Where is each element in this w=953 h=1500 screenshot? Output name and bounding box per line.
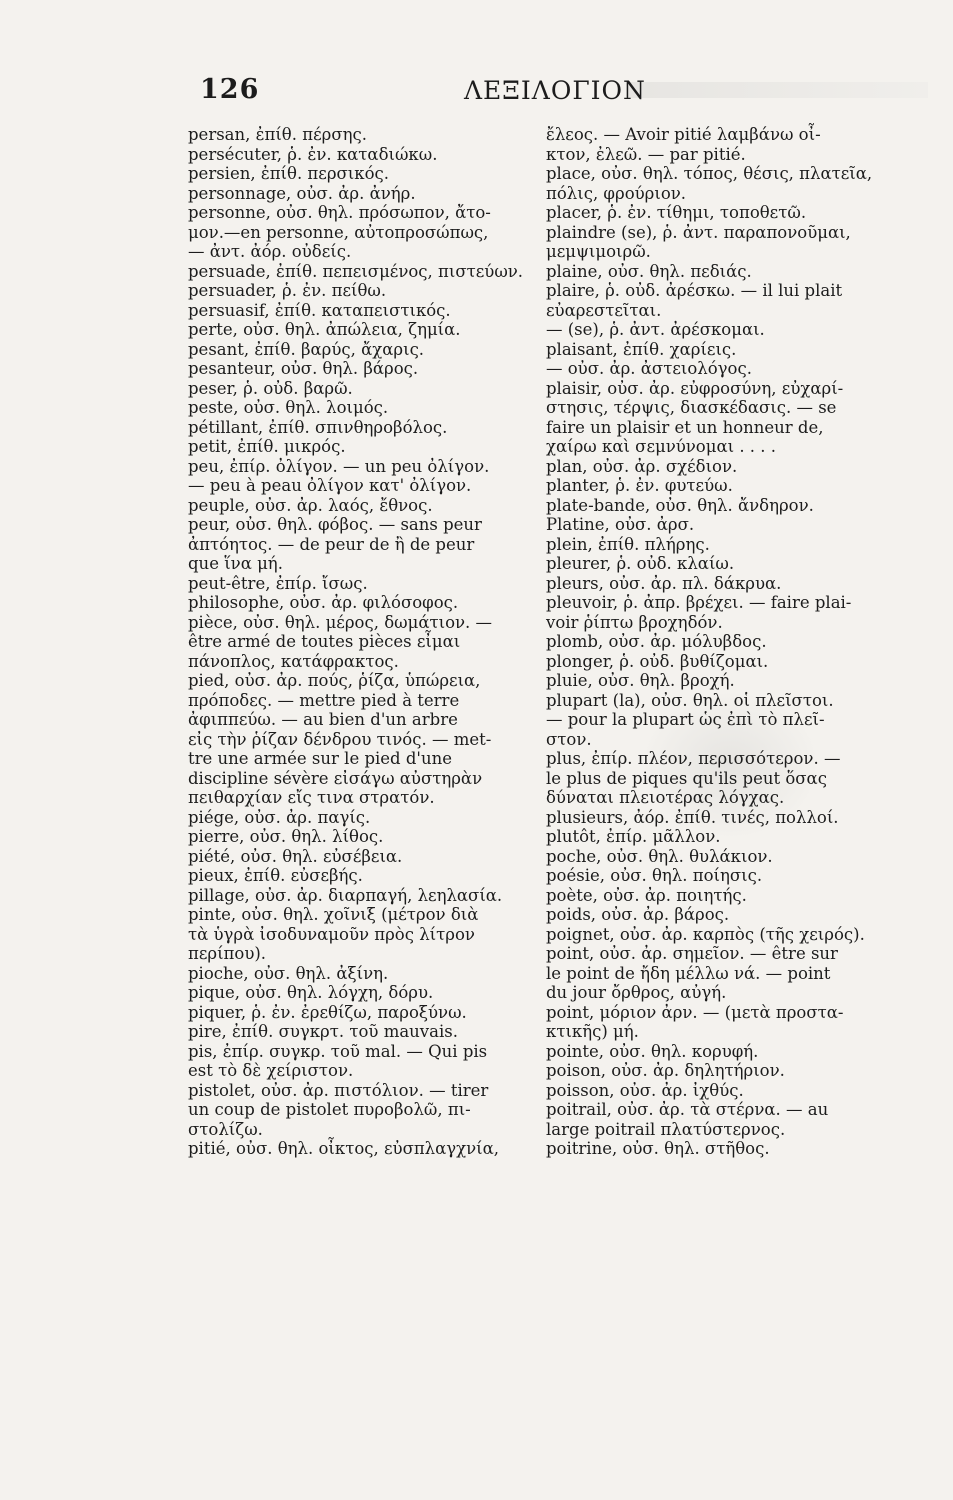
entry-line: μον.—en personne, αὐτοπροσώπως,: [188, 222, 489, 242]
entry-line: large poitrail πλατύστερνος.: [546, 1119, 786, 1139]
dictionary-entry: [546, 1042, 882, 1062]
entry-line: peur, οὐσ. θηλ. φόβος. — sans peur: [188, 515, 482, 534]
entry-line: pointe, οὐσ. θηλ. κορυφή.: [546, 1041, 759, 1061]
entry-line: du jour ὄρθρος, αὐγή.: [546, 983, 727, 1002]
dictionary-entry: [188, 866, 526, 886]
entry-line: le plus de piques qu'ils peut ὅσας: [546, 768, 827, 788]
entry-line: place, οὐσ. θηλ. τόπος, θέσις, πλατεῖα,: [546, 164, 873, 183]
entry-line: plonger, ῥ. οὐδ. βυθίζομαι.: [546, 651, 769, 671]
entry-line: persécuter, ῥ. ἐν. καταδιώκω.: [188, 144, 438, 164]
dictionary-entry: [546, 320, 882, 340]
entry-line: perte, οὐσ. θηλ. ἀπώλεια, ζημία.: [188, 320, 461, 339]
entry-line: plomb, οὐσ. ἀρ. μόλυβδος.: [546, 632, 767, 651]
dictionary-entry: [546, 457, 882, 477]
entry-line: pierre, οὐσ. θηλ. λίθος.: [188, 827, 384, 846]
entry-line: pleurs, οὐσ. ἀρ. πλ. δάκρυα.: [546, 573, 782, 593]
entry-line: peut-être, ἐπίρ. ἴσως.: [188, 573, 368, 593]
entry-line: faire un plaisir et un honneur de,: [546, 417, 824, 437]
dictionary-entry: [188, 983, 526, 1003]
entry-line: persuasif, ἐπίθ. καταπειστικός.: [188, 300, 451, 320]
entry-line: peste, οὐσ. θηλ. λοιμός.: [188, 398, 389, 417]
dictionary-entry: [546, 944, 882, 1003]
dictionary-entry: [188, 262, 526, 282]
entry-line: philosophe, οὐσ. ἀρ. φιλόσοφος.: [188, 593, 459, 612]
dictionary-entry: [546, 203, 882, 223]
dictionary-entry: [546, 847, 882, 867]
dictionary-entry: [546, 652, 882, 672]
entry-line: pioche, οὐσ. θηλ. ἀξίνη.: [188, 963, 389, 983]
entry-line: plan, οὐσ. ἀρ. σχέδιον.: [546, 456, 738, 476]
entry-line: pieux, ἐπίθ. εὐσεβής.: [188, 866, 363, 885]
dictionary-entry: [546, 476, 882, 496]
dictionary-entry: [546, 632, 882, 652]
entry-line: planter, ῥ. ἐν. φυτεύω.: [546, 476, 733, 495]
dictionary-entry: [546, 1081, 882, 1101]
dictionary-entry: [546, 574, 882, 594]
dictionary-entry: [188, 340, 526, 360]
dictionary-entry: [188, 1022, 526, 1042]
entry-line: plaindre (se), ῥ. ἀντ. παραπονοῦμαι,: [546, 222, 851, 242]
dictionary-entry: [188, 184, 526, 204]
entry-line: pinte, οὐσ. θηλ. χοῖνιξ (μέτρον διὰ: [188, 905, 479, 924]
dictionary-entry: [188, 1081, 526, 1140]
entry-line: poids, οὐσ. ἀρ. βάρος.: [546, 905, 730, 924]
dictionary-entry: [188, 359, 526, 379]
dictionary-entry: [546, 1061, 882, 1081]
dictionary-entry: [546, 749, 882, 808]
entry-line: peuple, οὐσ. ἀρ. λαός, ἔθνος.: [188, 495, 433, 515]
dictionary-entry: [546, 886, 882, 906]
entry-line: pistolet, οὐσ. ἀρ. πιστόλιον. — tirer: [188, 1080, 489, 1100]
dictionary-entry: [188, 1139, 526, 1159]
dictionary-entry: [188, 671, 526, 808]
entry-line: pitié, οὐσ. θηλ. οἶκτος, εὐσπλαγχνία,: [188, 1139, 500, 1158]
dictionary-entry: [188, 1003, 526, 1023]
entry-line: poitrail, οὐσ. ἀρ. τὰ στέρνα. — au: [546, 1100, 829, 1119]
dictionary-entry: [188, 203, 526, 262]
entry-line: πρόποδες. — mettre pied à terre: [188, 690, 460, 710]
entry-line: peser, ῥ. οὐδ. βαρῶ.: [188, 378, 353, 398]
entry-line: piquer, ῥ. ἐν. ἐρεθίζω, παροξύνω.: [188, 1002, 467, 1022]
dictionary-entry: [546, 1003, 882, 1042]
entry-line: μεμψιμοιρῶ.: [546, 242, 651, 261]
entry-line: persan, ἐπίθ. πέρσης.: [188, 125, 367, 144]
dictionary-entry: [188, 164, 526, 184]
entry-line: poche, οὐσ. θηλ. θυλάκιον.: [546, 846, 773, 866]
entry-line: que ἵνα μή.: [188, 554, 283, 573]
dictionary-entry: [188, 418, 526, 438]
entry-line: στησις, τέρψις, διασκέδασις. — se: [546, 398, 837, 417]
entry-line: εὐαρεστεῖται.: [546, 300, 662, 320]
entry-line: — ἀντ. ἀόρ. οὐδείς.: [188, 242, 352, 261]
dictionary-entry: [188, 905, 526, 964]
dictionary-entry: [188, 886, 526, 906]
entry-line: στολίζω.: [188, 1119, 263, 1139]
entry-line: κτικῆς) μή.: [546, 1022, 639, 1041]
dictionary-entry: [188, 1042, 526, 1081]
entry-line: poison, οὐσ. ἀρ. δηλητήριον.: [546, 1061, 785, 1080]
entry-line: piége, οὐσ. ἀρ. παγίς.: [188, 807, 371, 827]
entry-line: — οὐσ. ἀρ. ἀστειολόγος.: [546, 359, 752, 378]
entry-line: un coup de pistolet πυροβολῶ, πι-: [188, 1100, 471, 1119]
dictionary-entry: [546, 496, 882, 516]
entry-line: personnage, οὐσ. ἀρ. ἀνήρ.: [188, 183, 416, 203]
entry-line: le point de ἤδη μέλλω νά. — point: [546, 963, 831, 983]
dictionary-entry: [546, 379, 882, 457]
dictionary-entry: [546, 223, 882, 262]
dictionary-entry: [188, 964, 526, 984]
entry-line: pied, οὐσ. ἀρ. πούς, ῥίζα, ὑπώρεια,: [188, 671, 481, 690]
entry-line: ἔλεος. — Avoir pitié λαμβάνω οἶ-: [546, 125, 821, 144]
entry-line: — pour la plupart ὡς ἐπὶ τὸ πλεῖ-: [546, 710, 825, 729]
entry-line: être armé de toutes pièces εἶμαι: [188, 632, 461, 651]
entry-line: — (se), ῥ. ἀντ. ἀρέσκομαι.: [546, 320, 765, 339]
running-title: ΛΕΞΙΛΟΓΙΟΝ: [464, 76, 646, 105]
dictionary-entry: [188, 301, 526, 321]
entry-line: τὰ ὑγρὰ ἰσοδυναμοῦν πρὸς λίτρον: [188, 924, 475, 944]
entry-line: poisson, οὐσ. ἀρ. ἰχθύς.: [546, 1080, 744, 1100]
entry-line: plate-bande, οὐσ. θηλ. ἄνδηρον.: [546, 495, 814, 515]
right-column: [546, 125, 882, 1159]
dictionary-entry: [188, 847, 526, 867]
entry-line: est τὸ δὲ χείριστον.: [188, 1061, 354, 1080]
dictionary-entry: [546, 515, 882, 535]
dictionary-entry: [188, 613, 526, 672]
dictionary-entry: [546, 925, 882, 945]
entry-line: point, μόριον ἀρν. — (μετὰ προστα-: [546, 1002, 844, 1022]
entry-line: discipline sévère εἰσάγω αὐστηρὰν: [188, 768, 483, 788]
entry-line: pis, ἐπίρ. συγκρ. τοῦ mal. — Qui pis: [188, 1041, 488, 1061]
entry-line: plein, ἐπίθ. πλήρης.: [546, 534, 710, 554]
dictionary-entry: [188, 145, 526, 165]
entry-line: pluie, οὐσ. θηλ. βροχή.: [546, 671, 735, 690]
entry-line: plaire, ῥ. οὐδ. ἀρέσκω. — il lui plait: [546, 281, 843, 300]
entry-line: pesant, ἐπίθ. βαρύς, ἄχαρις.: [188, 339, 425, 359]
dictionary-entry: [188, 808, 526, 828]
entry-line: plaisir, οὐσ. ἀρ. εὐφροσύνη, εὐχαρί-: [546, 378, 844, 398]
entry-line: plus, ἐπίρ. πλέον, περισσότερον. —: [546, 749, 841, 768]
dictionary-entry: [546, 808, 882, 828]
dictionary-entry: [188, 827, 526, 847]
dictionary-entry: [188, 457, 526, 496]
entry-line: ἀπτόητος. — de peur de ἢ de peur: [188, 534, 475, 554]
entry-line: pire, ἐπίθ. συγκρτ. τοῦ mauvais.: [188, 1022, 458, 1041]
dictionary-entry: [188, 125, 526, 145]
dictionary-entry: [546, 1100, 882, 1139]
page-header: [188, 74, 646, 114]
entry-line: plusieurs, ἀόρ. ἐπίθ. τινές, πολλοί.: [546, 807, 839, 827]
entry-line: petit, ἐπίθ. μικρός.: [188, 437, 346, 456]
entry-line: piété, οὐσ. θηλ. εὐσέβεια.: [188, 846, 403, 866]
entry-line: plaine, οὐσ. θηλ. πεδιάς.: [546, 261, 752, 281]
dictionary-entry: [188, 437, 526, 457]
entry-line: poignet, οὐσ. ἀρ. καρπὸς (τῆς χειρός).: [546, 924, 865, 944]
entry-line: pièce, οὐσ. θηλ. μέρος, δωμάτιον. —: [188, 612, 493, 632]
entry-line: ἀφιππεύω. — au bien d'un arbre: [188, 710, 458, 729]
entry-line: plupart (la), οὐσ. θηλ. οἱ πλεῖστοι.: [546, 690, 834, 710]
entry-line: plaisant, ἐπίθ. χαρίεις.: [546, 339, 737, 359]
entry-line: χαίρω καὶ σεμνύνομαι . . . .: [546, 437, 777, 456]
dictionary-entry: [546, 691, 882, 750]
entry-line: poésie, οὐσ. θηλ. ποίησις.: [546, 866, 763, 885]
entry-line: πόλις, φρούριον.: [546, 183, 687, 203]
entry-line: poète, οὐσ. ἀρ. ποιητής.: [546, 885, 747, 905]
dictionary-entry: [546, 827, 882, 847]
dictionary-entry: [546, 340, 882, 360]
entry-line: πάνοπλος, κατάφρακτος.: [188, 651, 399, 671]
dictionary-entry: [546, 866, 882, 886]
dictionary-entry: [546, 262, 882, 282]
entry-line: placer, ῥ. ἐν. τίθημι, τοποθετῶ.: [546, 203, 807, 222]
entry-line: persuader, ῥ. ἐν. πείθω.: [188, 281, 387, 300]
entry-line: poitrine, οὐσ. θηλ. στῆθος.: [546, 1139, 770, 1158]
entry-line: persuade, ἐπίθ. πεπεισμένος, πιστεύων.: [188, 261, 524, 281]
dictionary-entry: [188, 398, 526, 418]
entry-line: point, οὐσ. ἀρ. σημεῖον. — être sur: [546, 944, 838, 963]
entry-line: pleuvoir, ῥ. ἀπρ. βρέχει. — faire plai-: [546, 593, 852, 612]
entry-line: εἰς τὴν ῥίζαν δένδρου τινός. — met-: [188, 729, 492, 749]
dictionary-entry: [546, 905, 882, 925]
bleed-through-mark: [628, 82, 928, 98]
dictionary-entry: [546, 535, 882, 555]
entry-line: pesanteur, οὐσ. θηλ. βάρος.: [188, 359, 419, 378]
dictionary-entry: [546, 125, 882, 164]
dictionary-entry: [188, 593, 526, 613]
dictionary-entry: [188, 515, 526, 574]
dictionary-entry: [188, 320, 526, 340]
entry-line: plutôt, ἐπίρ. μᾶλλον.: [546, 827, 721, 846]
entry-line: — peu à peau ὀλίγον κατ' ὀλίγον.: [188, 476, 472, 495]
entry-line: tre une armée sur le pied d'une: [188, 749, 452, 768]
entry-line: κτον, ἐλεῶ. — par pitié.: [546, 144, 746, 164]
entry-line: δύναται πλειοτέρας λόγχας.: [546, 788, 785, 807]
dictionary-entry: [546, 593, 882, 632]
dictionary-entry: [546, 281, 882, 320]
left-column: [188, 125, 526, 1159]
dictionary-entry: [546, 1139, 882, 1159]
dictionary-entry: [188, 574, 526, 594]
entry-line: persien, ἐπίθ. περσικός.: [188, 164, 389, 183]
entry-line: pique, οὐσ. θηλ. λόγχη, δόρυ.: [188, 983, 434, 1002]
dictionary-entry: [546, 671, 882, 691]
entry-line: peu, ἐπίρ. ὀλίγον. — un peu ὀλίγον.: [188, 456, 490, 476]
dictionary-entry: [188, 379, 526, 399]
dictionary-entry: [188, 496, 526, 516]
entry-line: στον.: [546, 729, 592, 749]
entry-line: pleurer, ῥ. οὐδ. κλαίω.: [546, 554, 735, 573]
entry-line: pétillant, ἐπίθ. σπινθηροβόλος.: [188, 417, 448, 437]
entry-line: voir ῥίπτω βροχηδόν.: [546, 612, 723, 632]
entry-line: pillage, οὐσ. ἀρ. διαρπαγή, λεηλασία.: [188, 885, 503, 905]
entry-line: περίπου).: [188, 944, 267, 963]
entry-line: Platine, οὐσ. ἀρσ.: [546, 515, 695, 534]
dictionary-entry: [546, 359, 882, 379]
dictionary-entry: [188, 281, 526, 301]
page-number: 126: [200, 74, 260, 105]
entry-line: πειθαρχίαν εἴς τινα στρατόν.: [188, 788, 435, 807]
dictionary-entry: [546, 554, 882, 574]
dictionary-entry: [546, 164, 882, 203]
entry-line: personne, οὐσ. θηλ. πρόσωπον, ἄτο-: [188, 203, 491, 222]
